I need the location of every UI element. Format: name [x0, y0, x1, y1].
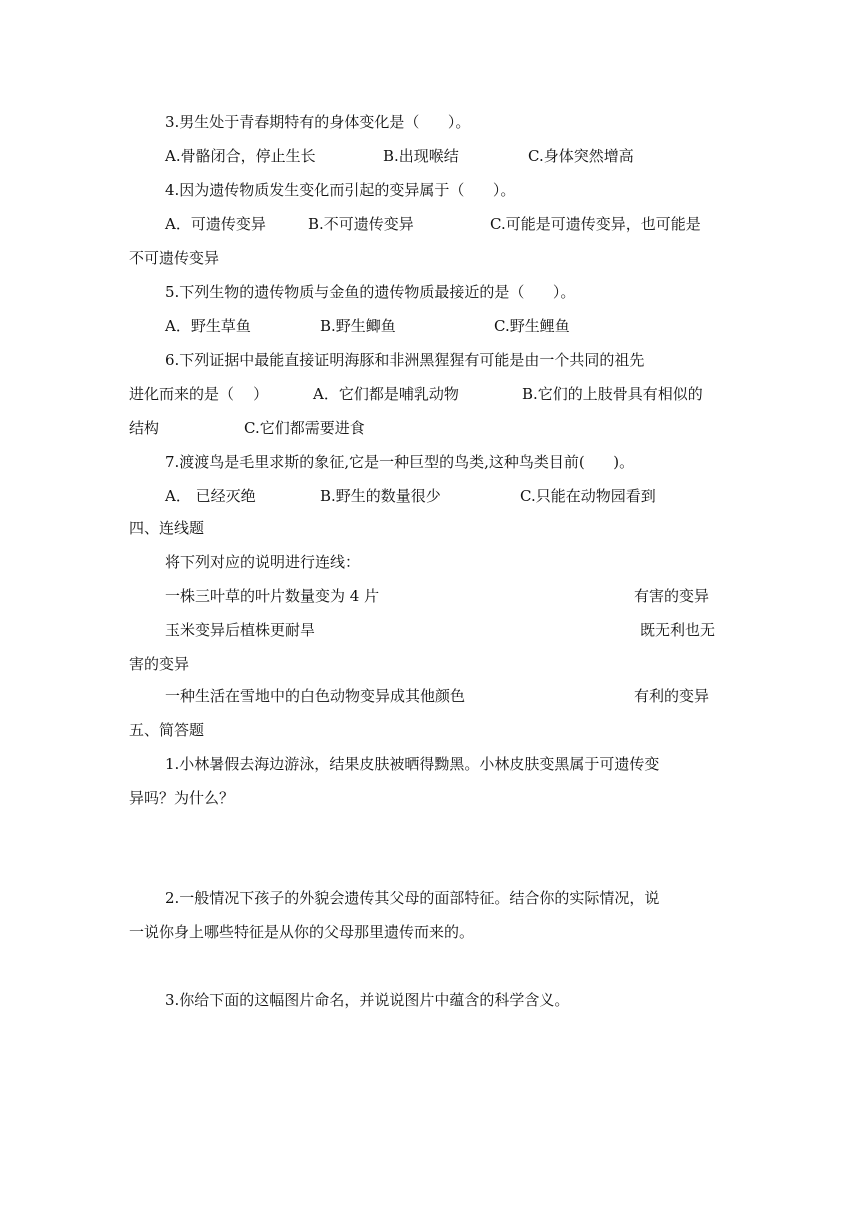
matching-left-item-2: 玉米变异后植株更耐旱	[165, 621, 316, 639]
question-7-stem: 7.渡渡鸟是毛里求斯的象征,它是一种巨型的鸟类,这种鸟类目前( )。	[165, 453, 635, 471]
question-3-option-b: B.出现喉结	[383, 147, 459, 165]
question-6-option-b-continued: 结构	[129, 419, 160, 437]
matching-left-item-1: 一株三叶草的叶片数量变为 4 片	[165, 587, 380, 605]
question-6-option-c: C.它们都需要进食	[244, 419, 365, 437]
question-5-stem: 5.下列生物的遗传物质与金鱼的遗传物质最接近的是（ ）。	[165, 283, 576, 301]
section-4-title: 四、连线题	[129, 519, 205, 537]
short-answer-1-line-1: 1.小林暑假去海边游泳，结果皮肤被晒得黝黑。小林皮肤变黑属于可遗传变	[165, 755, 660, 773]
question-3-stem: 3.男生处于青春期特有的身体变化是（ ）。	[165, 113, 471, 131]
matching-right-item-2: 既无利也无	[640, 621, 716, 639]
question-5-option-a: A．野生草鱼	[165, 317, 251, 335]
matching-right-item-1: 有害的变异	[634, 587, 710, 605]
question-6-stem-end: 进化而来的是（ ）	[129, 385, 269, 403]
question-3-option-c: C.身体突然增高	[528, 147, 634, 165]
question-4-option-a: A．可遗传变异	[165, 215, 266, 233]
question-4-stem: 4.因为遗传物质发生变化而引起的变异属于（ ）。	[165, 181, 516, 199]
short-answer-3-line-1: 3.你给下面的这幅图片命名，并说说图片中蕴含的科学含义。	[165, 991, 570, 1009]
question-7-option-b: B.野生的数量很少	[320, 487, 441, 505]
section-5-title: 五、简答题	[129, 721, 205, 739]
question-6-option-a: A．它们都是哺乳动物	[313, 385, 459, 403]
question-7-option-a: A． 已经灭绝	[165, 487, 256, 505]
section-4-instruction: 将下列对应的说明进行连线：	[165, 553, 361, 571]
question-4-option-c-continued: 不可遗传变异	[129, 249, 220, 267]
question-5-option-c: C.野生鲤鱼	[494, 317, 570, 335]
question-6-line-1: 6.下列证据中最能直接证明海豚和非洲黑猩猩有可能是由一个共同的祖先	[165, 351, 645, 369]
short-answer-2-line-1: 2.一般情况下孩子的外貌会遗传其父母的面部特征。结合你的实际情况，说	[165, 889, 660, 907]
question-7-option-c: C.只能在动物园看到	[520, 487, 656, 505]
matching-left-item-3: 一种生活在雪地中的白色动物变异成其他颜色	[165, 687, 466, 705]
question-5-option-b: B.野生鲫鱼	[320, 317, 396, 335]
question-4-option-b: B.不可遗传变异	[308, 215, 414, 233]
short-answer-1-line-2: 异吗？为什么？	[129, 789, 235, 807]
short-answer-2-line-2: 一说你身上哪些特征是从你的父母那里遗传而来的。	[129, 923, 475, 941]
matching-right-item-3: 有利的变异	[634, 687, 710, 705]
question-3-option-a: A.骨骼闭合，停止生长	[165, 147, 316, 165]
matching-right-item-2-continued: 害的变异	[129, 655, 190, 673]
question-4-option-c: C.可能是可遗传变异，也可能是	[490, 215, 701, 233]
question-6-option-b: B.它们的上肢骨具有相似的	[522, 385, 703, 403]
